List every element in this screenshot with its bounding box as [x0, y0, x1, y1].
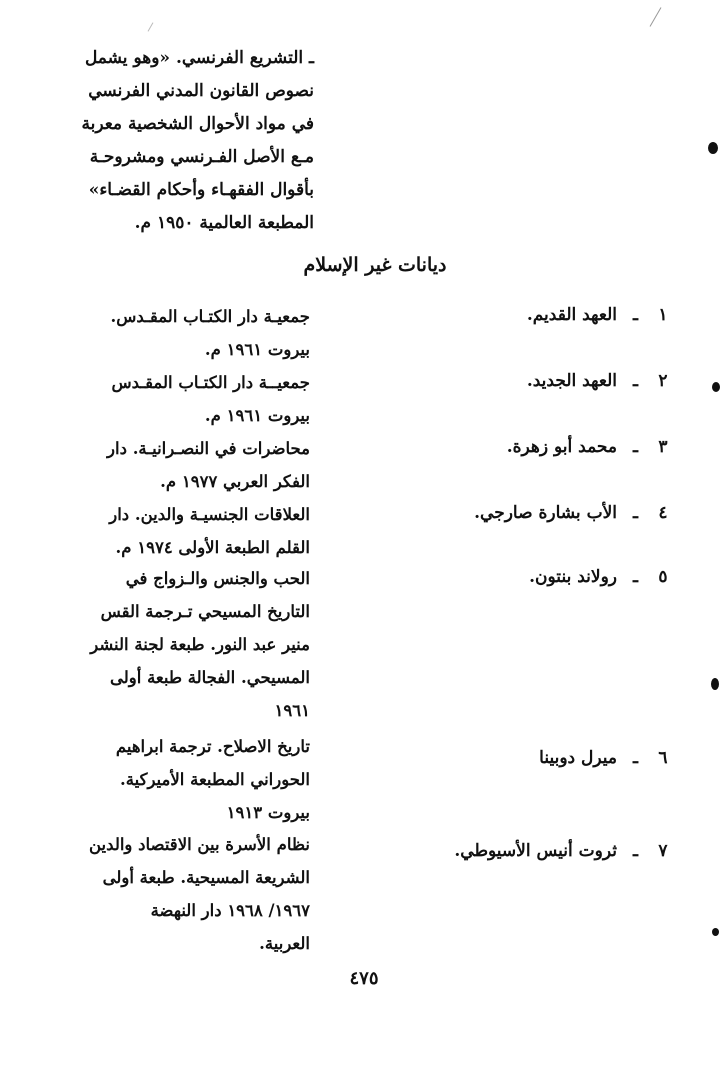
entry-reference [70, 498, 310, 564]
scan-dot [712, 928, 719, 936]
text-line: محاضرات في النصـرانيـة. دار [107, 439, 310, 458]
text-line: جمعيـة دار الكتـاب المقـدس. [110, 307, 310, 326]
text-line: بيروت ١٩٦١ م. [204, 340, 310, 359]
text-line: العربية. [259, 934, 310, 953]
text-line: ١٩٦١ [274, 701, 310, 720]
text-line: المسيحي. الفجالة طبعة أولى [110, 668, 310, 687]
text-line: في مواد الأحوال الشخصية معربة [81, 114, 314, 134]
scan-dot [711, 678, 719, 690]
entry-reference [70, 562, 310, 727]
text-line: الشريعة المسيحية. طبعة أولى [102, 868, 310, 887]
entry-number: ٧ [658, 841, 668, 861]
text-line: بيروت ١٩٦١ م. [204, 406, 310, 425]
text-line: الحب والجنس والـزواج في [125, 569, 310, 588]
entry-dash: ـ [633, 437, 638, 457]
entry-number: ٤ [658, 503, 668, 523]
scan-dot [712, 382, 720, 392]
text-line: القلم الطبعة الأولى ١٩٧٤ م. [115, 538, 310, 557]
text-line: ـ التشريع الفرنسي. «وهو يشمل [84, 48, 314, 68]
entry-dash: ـ [633, 567, 638, 587]
entry-reference [70, 828, 310, 960]
text-line: مـع الأصل الفـرنسي ومشروحـة [89, 147, 314, 167]
scan-mark [148, 22, 154, 31]
text-line: ١٩٦٧/ ١٩٦٨ دار النهضة [150, 901, 310, 920]
entry-author: رولاند بنتون. [529, 567, 617, 587]
entry-number: ٣ [658, 437, 668, 457]
entry-author: ثروت أنيس الأسيوطي. [454, 841, 617, 861]
scan-dot [708, 142, 718, 154]
text-line: نصوص القانون المدني الفرنسي [88, 81, 314, 101]
entry-author: العهد الجديد. [526, 371, 617, 391]
text-line: نظام الأسرة بين الاقتصاد والدين [89, 835, 310, 854]
entry-dash: ـ [633, 503, 638, 523]
text-line: بيروت ١٩١٣ [226, 803, 310, 822]
section-heading: ديانات غير الإسلام [303, 254, 447, 276]
entry-author: الأب بشارة صارجي. [474, 503, 617, 523]
entry-dash: ـ [633, 305, 638, 325]
entry-dash: ـ [633, 841, 638, 861]
entry-number: ٥ [658, 567, 668, 587]
entry-author: العهد القديم. [526, 305, 617, 325]
text-line: العلاقات الجنسيـة والدين. دار [109, 505, 310, 524]
text-line: الحوراني المطبعة الأميركية. [120, 770, 310, 789]
entry-reference [70, 432, 310, 498]
page-number: ٤٧٥ [349, 968, 379, 989]
entry-number: ١ [658, 305, 668, 325]
entry-reference [70, 730, 310, 829]
text-line: التاريخ المسيحي تـرجمة القس [100, 602, 310, 621]
entry-dash: ـ [633, 371, 638, 391]
text-line: تاريخ الاصلاح. ترجمة ابراهيم [115, 737, 310, 756]
entry-reference [70, 366, 310, 432]
entry-author: محمد أبو زهرة. [506, 437, 617, 457]
scan-mark [650, 7, 662, 27]
continued-reference [70, 42, 314, 240]
text-line: المطبعة العالمية ١٩٥٠ م. [134, 213, 314, 233]
text-line: الفكر العربي ١٩٧٧ م. [160, 472, 310, 491]
entry-reference [70, 300, 310, 366]
text-line: منير عبد النور. طبعة لجنة النشر [90, 635, 310, 654]
entry-number: ٦ [658, 748, 668, 768]
text-line: جمعيــة دار الكتـاب المقـدس [111, 373, 310, 392]
entry-dash: ـ [633, 748, 638, 768]
text-line: بأقوال الفقهـاء وأحكام القضـاء» [88, 180, 314, 200]
entry-author: ميرل دوبينا [539, 748, 617, 768]
entry-number: ٢ [658, 371, 668, 391]
